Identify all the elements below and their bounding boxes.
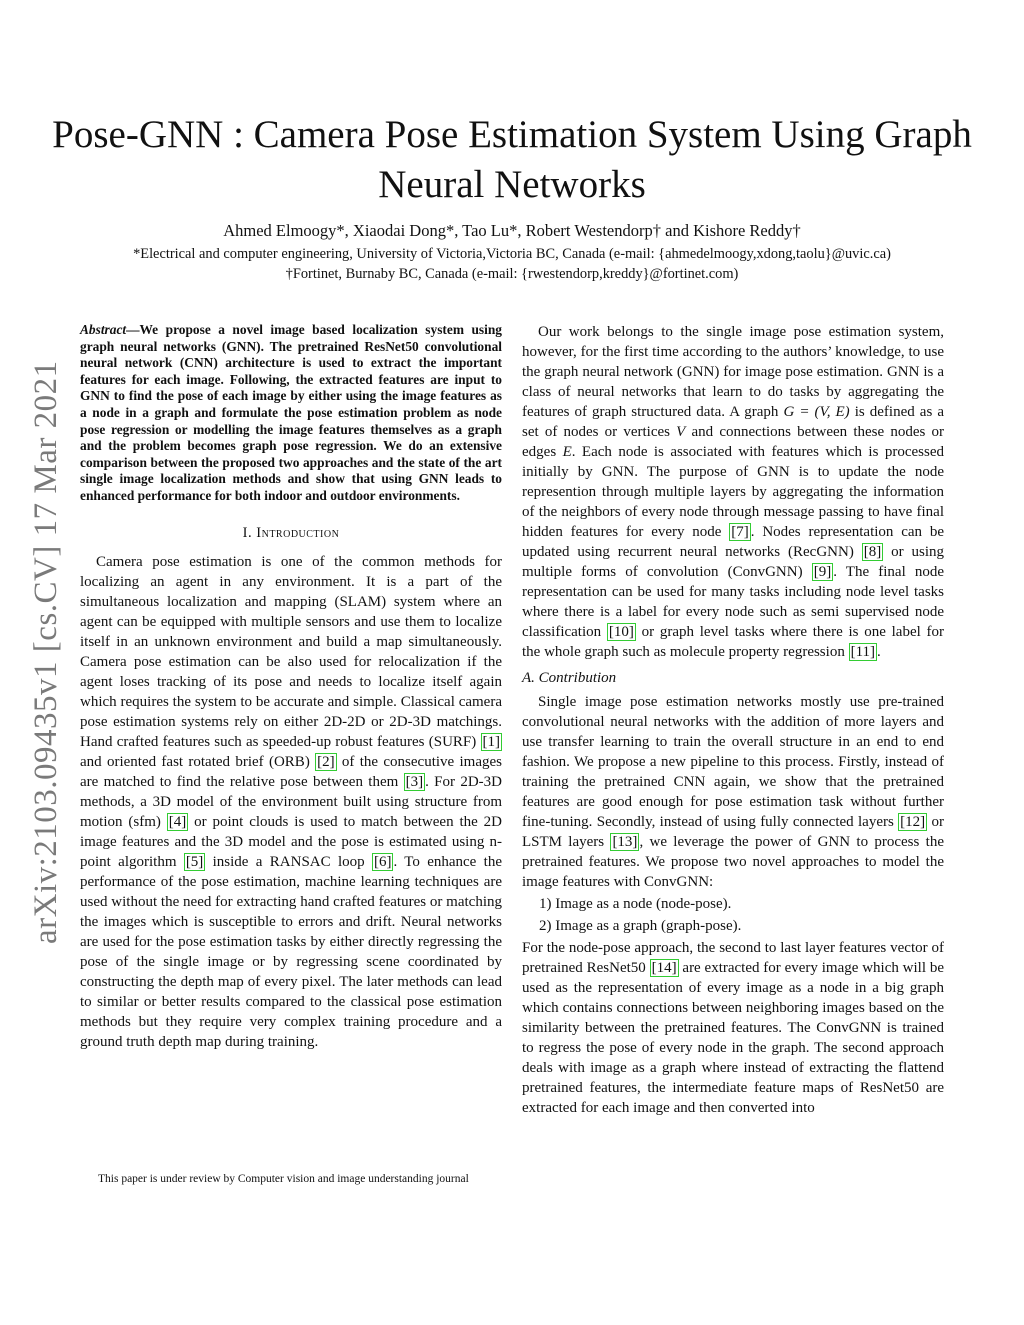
math-vertices: V (676, 424, 686, 440)
author-list: Ahmed Elmoogy*, Xiaodai Dong*, Tao Lu*, Robert Westendorp† and Kishore Reddy† (223, 221, 801, 240)
citation-link[interactable]: [2] (317, 753, 335, 770)
section-heading-introduction: I. Introduction (242, 524, 340, 541)
right-column (522, 322, 944, 1118)
citation-link[interactable]: [9] (813, 564, 832, 580)
citation-link[interactable]: [8] (863, 544, 882, 560)
abstract-text: —We propose a novel image based localization system using graph neural networks (GNN). The pretrained ResNet50 convolutional neural network (CNN) architecture is used to extract the important features for each image. Following, the extracted features are input to GNN to find the pose of each image by either using the image features as a node in a graph and formulate the pose estimation problem as node pose regression or modelling the image features themselves as a graph and the problem becomes graph pose regression. We do an extensive comparison between the proposed two approaches and the state of the art single image localization methods and show that using GNN leads to enhanced performance for both indoor and outdoor environments. (80, 322, 502, 503)
footnote: This paper is under review by Computer vision and image understanding journal (98, 1173, 469, 1185)
arxiv-identifier[interactable]: arXiv:2103.09435v1 [cs.CV] 17 Mar 2021 (28, 360, 64, 944)
paper-title: Pose-GNN : Camera Pose Estimation System Using Graph Neural Networks (52, 113, 972, 207)
citation-link[interactable]: [13] (612, 834, 638, 850)
abstract-label: Abstract (80, 322, 127, 337)
abstract (80, 322, 502, 505)
citation-link[interactable]: [11] (850, 644, 876, 660)
citation-link[interactable]: [6] (373, 853, 392, 870)
citation-link[interactable]: [14] (651, 960, 677, 976)
gnn-paragraph: Our work belongs to the single image pose estimation system, however, for the first time according to the authors’ knowledge, to use the graph neural network (GNN) for image pose estimation. GNN is a class of neural networks that learn to do tasks by aggregating the features of graph structured data. A graph G = (V, E) is defined as a set of nodes or vertices V and connections between these nodes or edges E. Each node is associated with features which is processed initially by GNN. The purpose of GNN is to update the node represention through multiple layers by aggregating the information of the neighbors of every node through message passing to have final hidden features for every node [7] . Nodes representation can be updated using recurrent neural networks (RecGNN) [8] or using multiple forms of convolution (ConvGNN) [9] . The final node representation can be used for many tasks including node level tasks where there is a label for every node such as semi supervised node classification [10] or graph level tasks where there is one label for the whole graph such as molecule property regression [11] . (522, 324, 945, 660)
citation-link[interactable]: [12] (900, 814, 926, 830)
citation-link[interactable]: [4] (168, 813, 187, 830)
intro-paragraph-1: Camera pose estimation is one of the common methods for localizing an agent in any environment. It is a part of the simultaneous localization and mapping (SLAM) system where an agent can be equipped with multiple sensors and use them to localize itself in an unknown environment and build a map simultaneously. Camera pose estimation can be also used for relocalization if the agent loses tracking of its pose and needs to localize itself again which requires the system to be accurate and simple. Classical camera pose estimation systems rely on either 2D-2D or 2D-3D matchings. Hand crafted features such as speeded-up robust features (SURF) [1] and oriented fast rotated brief (ORB) [2] of the consecutive images are matched to find the relative pose between them [3] . For 2D-3D methods, a 3D model of the environment built using structure from motion (sfm) [4] or point clouds is used to match between the 2D image features and the 3D model and the pose is estimated using n-point algorithm [5] inside a RANSAC loop [6] . To enhance the performance of the pose estimation, machine learning techniques are used without the need for extracting hand crafted features or matching the images which is susceptible to errors and drift. Neural networks are used for the pose estimation tasks by either directly regressing the pose of the single image or by regressing scene coordinated by constructing the depth map of every pixel. The later methods can lead to similar or better results compared to the classical pose estimation methods but they require very complex training procedure and a ground truth depth map during training. (80, 553, 502, 1050)
affiliation-fortinet: †Fortinet, Burnaby BC, Canada (e-mail: {rwestendorp,kreddy}@fortinet.com) (285, 266, 739, 282)
approach-paragraph: For the node-pose approach, the second to last layer features vector of pretrained ResNet50 [14] are extracted for every image which will be used as the representation of every image as a node in a big graph which contains connections between neighboring images based on the similarity between the pretrained features. The ConvGNN is trained to regress the pose of every node in the graph. The second approach deals with image as a graph where instead of extracting the flattend pretrained features, the intermediate feature maps of ResNet50 are extracted for each image and then converted into (522, 940, 944, 1116)
math-graph-def: G = (V, E) (783, 404, 850, 420)
list-item: 1) Image as a node (node-pose). (539, 896, 732, 912)
subsection-heading-contribution: A. Contribution (522, 670, 617, 686)
math-edges: E (562, 444, 572, 460)
citation-link[interactable]: [10] (608, 624, 634, 640)
citation-link[interactable]: [7] (731, 524, 749, 540)
citation-link[interactable]: [3] (405, 773, 424, 790)
citation-link[interactable]: [5] (185, 853, 204, 870)
citation-link[interactable]: [1] (482, 733, 500, 750)
affiliation-uvic: *Electrical and computer engineering, University of Victoria,Victoria BC, Canada (e-mail: {ahmedelmoogy,xdong,taolu}@uvic.ca) (133, 246, 891, 262)
contribution-paragraph: Single image pose estimation networks mostly use pre-trained convolutional neural networks with the addition of more layers and use transfer learning to train the overall structure in an end to end fashion. We propose a new pipeline to this process. Firstly, instead of training the pretrained CNN again, we show that the pretrained features are good enough for pose estimation task without further fine-tuning. Secondly, instead of using fully connected layers [12] or LSTM layers [13] , we leverage the power of GNN to process the pretrained features. We propose two novel approaches to model the image features with ConvGNN: (522, 694, 944, 890)
list-item: 2) Image as a graph (graph-pose). (539, 918, 742, 934)
left-column (80, 322, 502, 1052)
